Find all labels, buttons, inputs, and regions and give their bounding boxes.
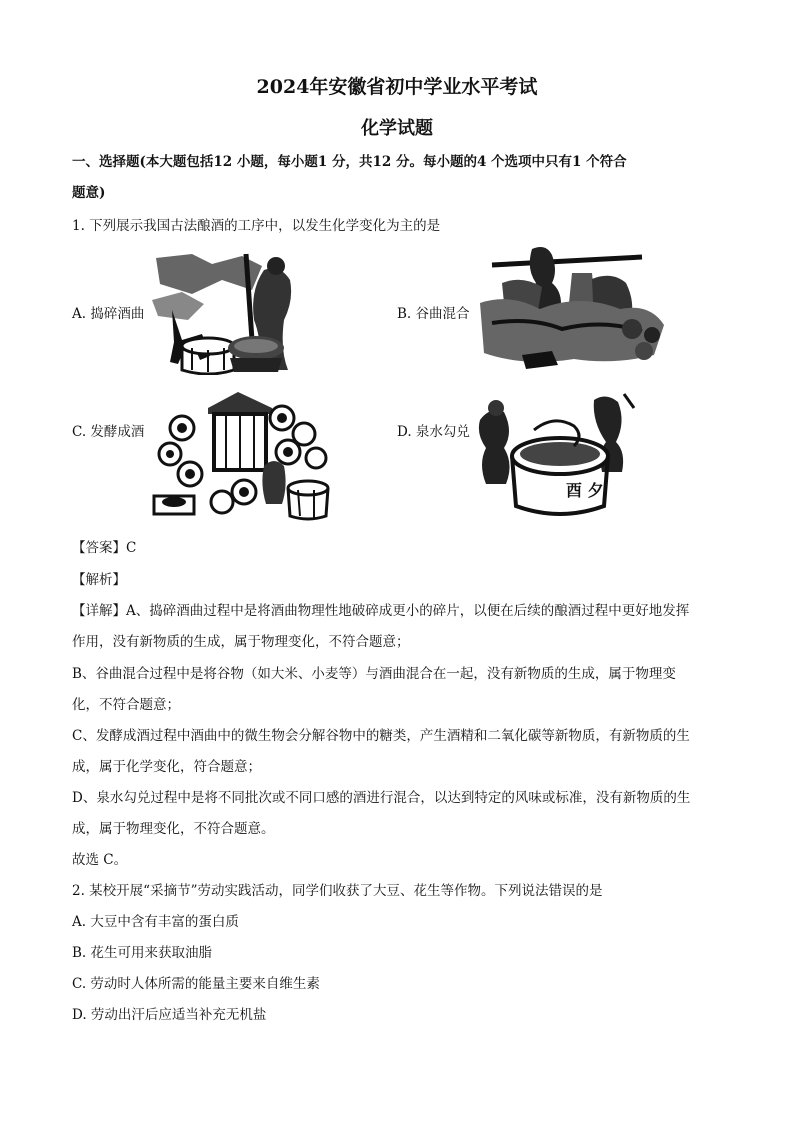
q1-option-b-image <box>472 243 668 376</box>
q2-option-a: A. 大豆中含有丰富的蛋白质 <box>72 914 239 930</box>
exam-subtitle: 化学试题 <box>361 118 433 139</box>
q2-stem: 2. 某校开展“采摘节”劳动实践活动，同学们收获了大豆、花生等作物。下列说法错误的是 <box>72 883 603 899</box>
q1-analysis-label: 【解析】 <box>72 572 126 588</box>
q1-detail-line: 【详解】A、捣碎酒曲过程中是将酒曲物理性地破碎成更小的碎片，以便在后续的酿酒过程中更好地发挥 <box>72 603 690 619</box>
q1-option-c-image <box>148 388 332 523</box>
q1-detail-line: 成，属于化学变化，符合题意； <box>72 759 261 775</box>
q1-detail-line: 作用，没有新物质的生成，属于物理变化，不符合题意； <box>72 634 410 650</box>
q1-option-c-label: C. 发酵成酒 <box>72 424 145 440</box>
q2-option-b: B. 花生可用来获取油脂 <box>72 945 213 961</box>
q1-stem: 1. 下列展示我国古法酿酒的工序中，以发生化学变化为主的是 <box>72 218 441 234</box>
q1-option-b-label: B. 谷曲混合 <box>397 306 470 322</box>
q1-detail-line: 成，属于物理变化，不符合题意。 <box>72 821 275 837</box>
q1-detail-line: 化，不符合题意； <box>72 697 180 713</box>
q2-option-d: D. 劳动出汗后应适当补充无机盐 <box>72 1007 267 1023</box>
q1-option-d-label: D. 泉水勾兑 <box>397 424 470 440</box>
q1-option-a-label: A. 捣碎酒曲 <box>72 306 145 322</box>
q1-option-d-image <box>474 390 636 522</box>
exam-title: 2024年安徽省初中学业水平考试 <box>256 76 538 98</box>
q1-answer: 【答案】C <box>72 540 137 556</box>
vat-seal-text: 酉 夕 <box>566 481 604 500</box>
q1-detail-line: D、泉水勾兑过程中是将不同批次或不同口感的酒进行混合，以达到特定的风味或标准，没有新物质的生 <box>72 790 691 806</box>
q1-option-a-image <box>152 250 312 375</box>
q1-detail-line: C、发酵成酒过程中酒曲中的微生物会分解谷物中的糖类，产生酒精和二氧化碳等新物质，有新物质的生 <box>72 728 690 744</box>
q1-conclusion: 故选 C。 <box>72 852 128 868</box>
section-heading-line2: 题意) <box>72 185 106 201</box>
q1-detail-line: B、谷曲混合过程中是将谷物（如大米、小麦等）与酒曲混合在一起，没有新物质的生成，属于物理变 <box>72 666 676 682</box>
q2-option-c: C. 劳动时人体所需的能量主要来自维生素 <box>72 976 320 992</box>
section-heading-line1: 一、选择题(本大题包括12 小题，每小题1 分，共12 分。每小题的4 个选项中只有1 个符合 <box>72 154 627 170</box>
